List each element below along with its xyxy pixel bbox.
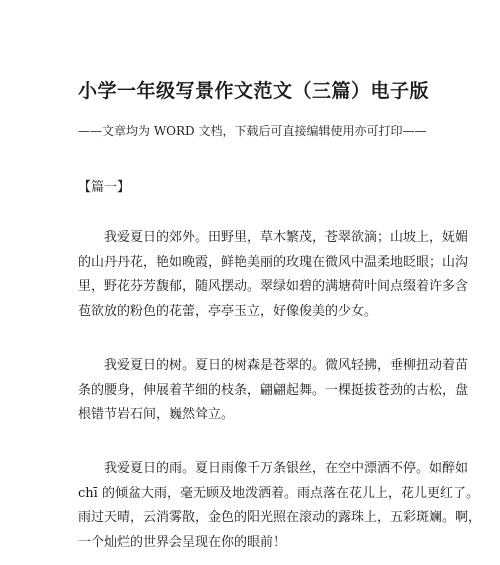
paragraph-line: chī 的倾盆大雨，毫无顾及地泼洒着。雨点落在花儿上，花儿更红了。 (78, 485, 479, 501)
paragraph-line: 我爱夏日的树。夏日的树森是苍翠的。微风轻拂，垂柳扭动着苗 (78, 358, 469, 373)
paragraph-2 (78, 354, 469, 428)
paragraph-line: 根错节岩石间，巍然耸立。 (78, 407, 235, 422)
paragraph-1 (78, 226, 469, 324)
paragraph-line: 里，野花芬芳馥郁，随风摆动。翠绿如碧的满塘荷叶间点缀着许多含 (78, 279, 469, 294)
paragraph-line: 的山丹丹花，艳如晚霞，鲜艳美丽的玫瑰在微风中温柔地眨眼；山沟 (78, 254, 469, 270)
document-subtitle: ——文章均为 WORD 文档，下载后可直接编辑使用亦可打印—— (78, 124, 427, 138)
paragraph-line: 我爱夏日的雨。夏日雨像千万条银丝，在空中漂洒不停。如醉如 (78, 461, 469, 476)
paragraph-line: 一个灿烂的世界会呈现在你的眼前！ (78, 534, 287, 550)
paragraph-line: 条的腰身，伸展着芊细的枝条，翩翩起舞。一棵挺拔苍劲的古松，盘 (78, 382, 469, 398)
paragraph-line: 雨过天晴，云消雾散，金色的阳光照在滚动的露珠上，五彩斑斓。啊， (78, 510, 482, 525)
section-label: 【篇一】 (78, 180, 131, 195)
paragraph-3 (78, 457, 482, 555)
document-title: 小学一年级写景作文范文（三篇）电子版 (78, 80, 430, 102)
paragraph-line: 苞欲放的粉色的花蕾，亭亭玉立，好像俊美的少女。 (78, 303, 378, 319)
paragraph-line: 我爱夏日的郊外。田野里，草木繁茂，苍翠欲滴；山坡上，妩媚 (78, 230, 469, 245)
